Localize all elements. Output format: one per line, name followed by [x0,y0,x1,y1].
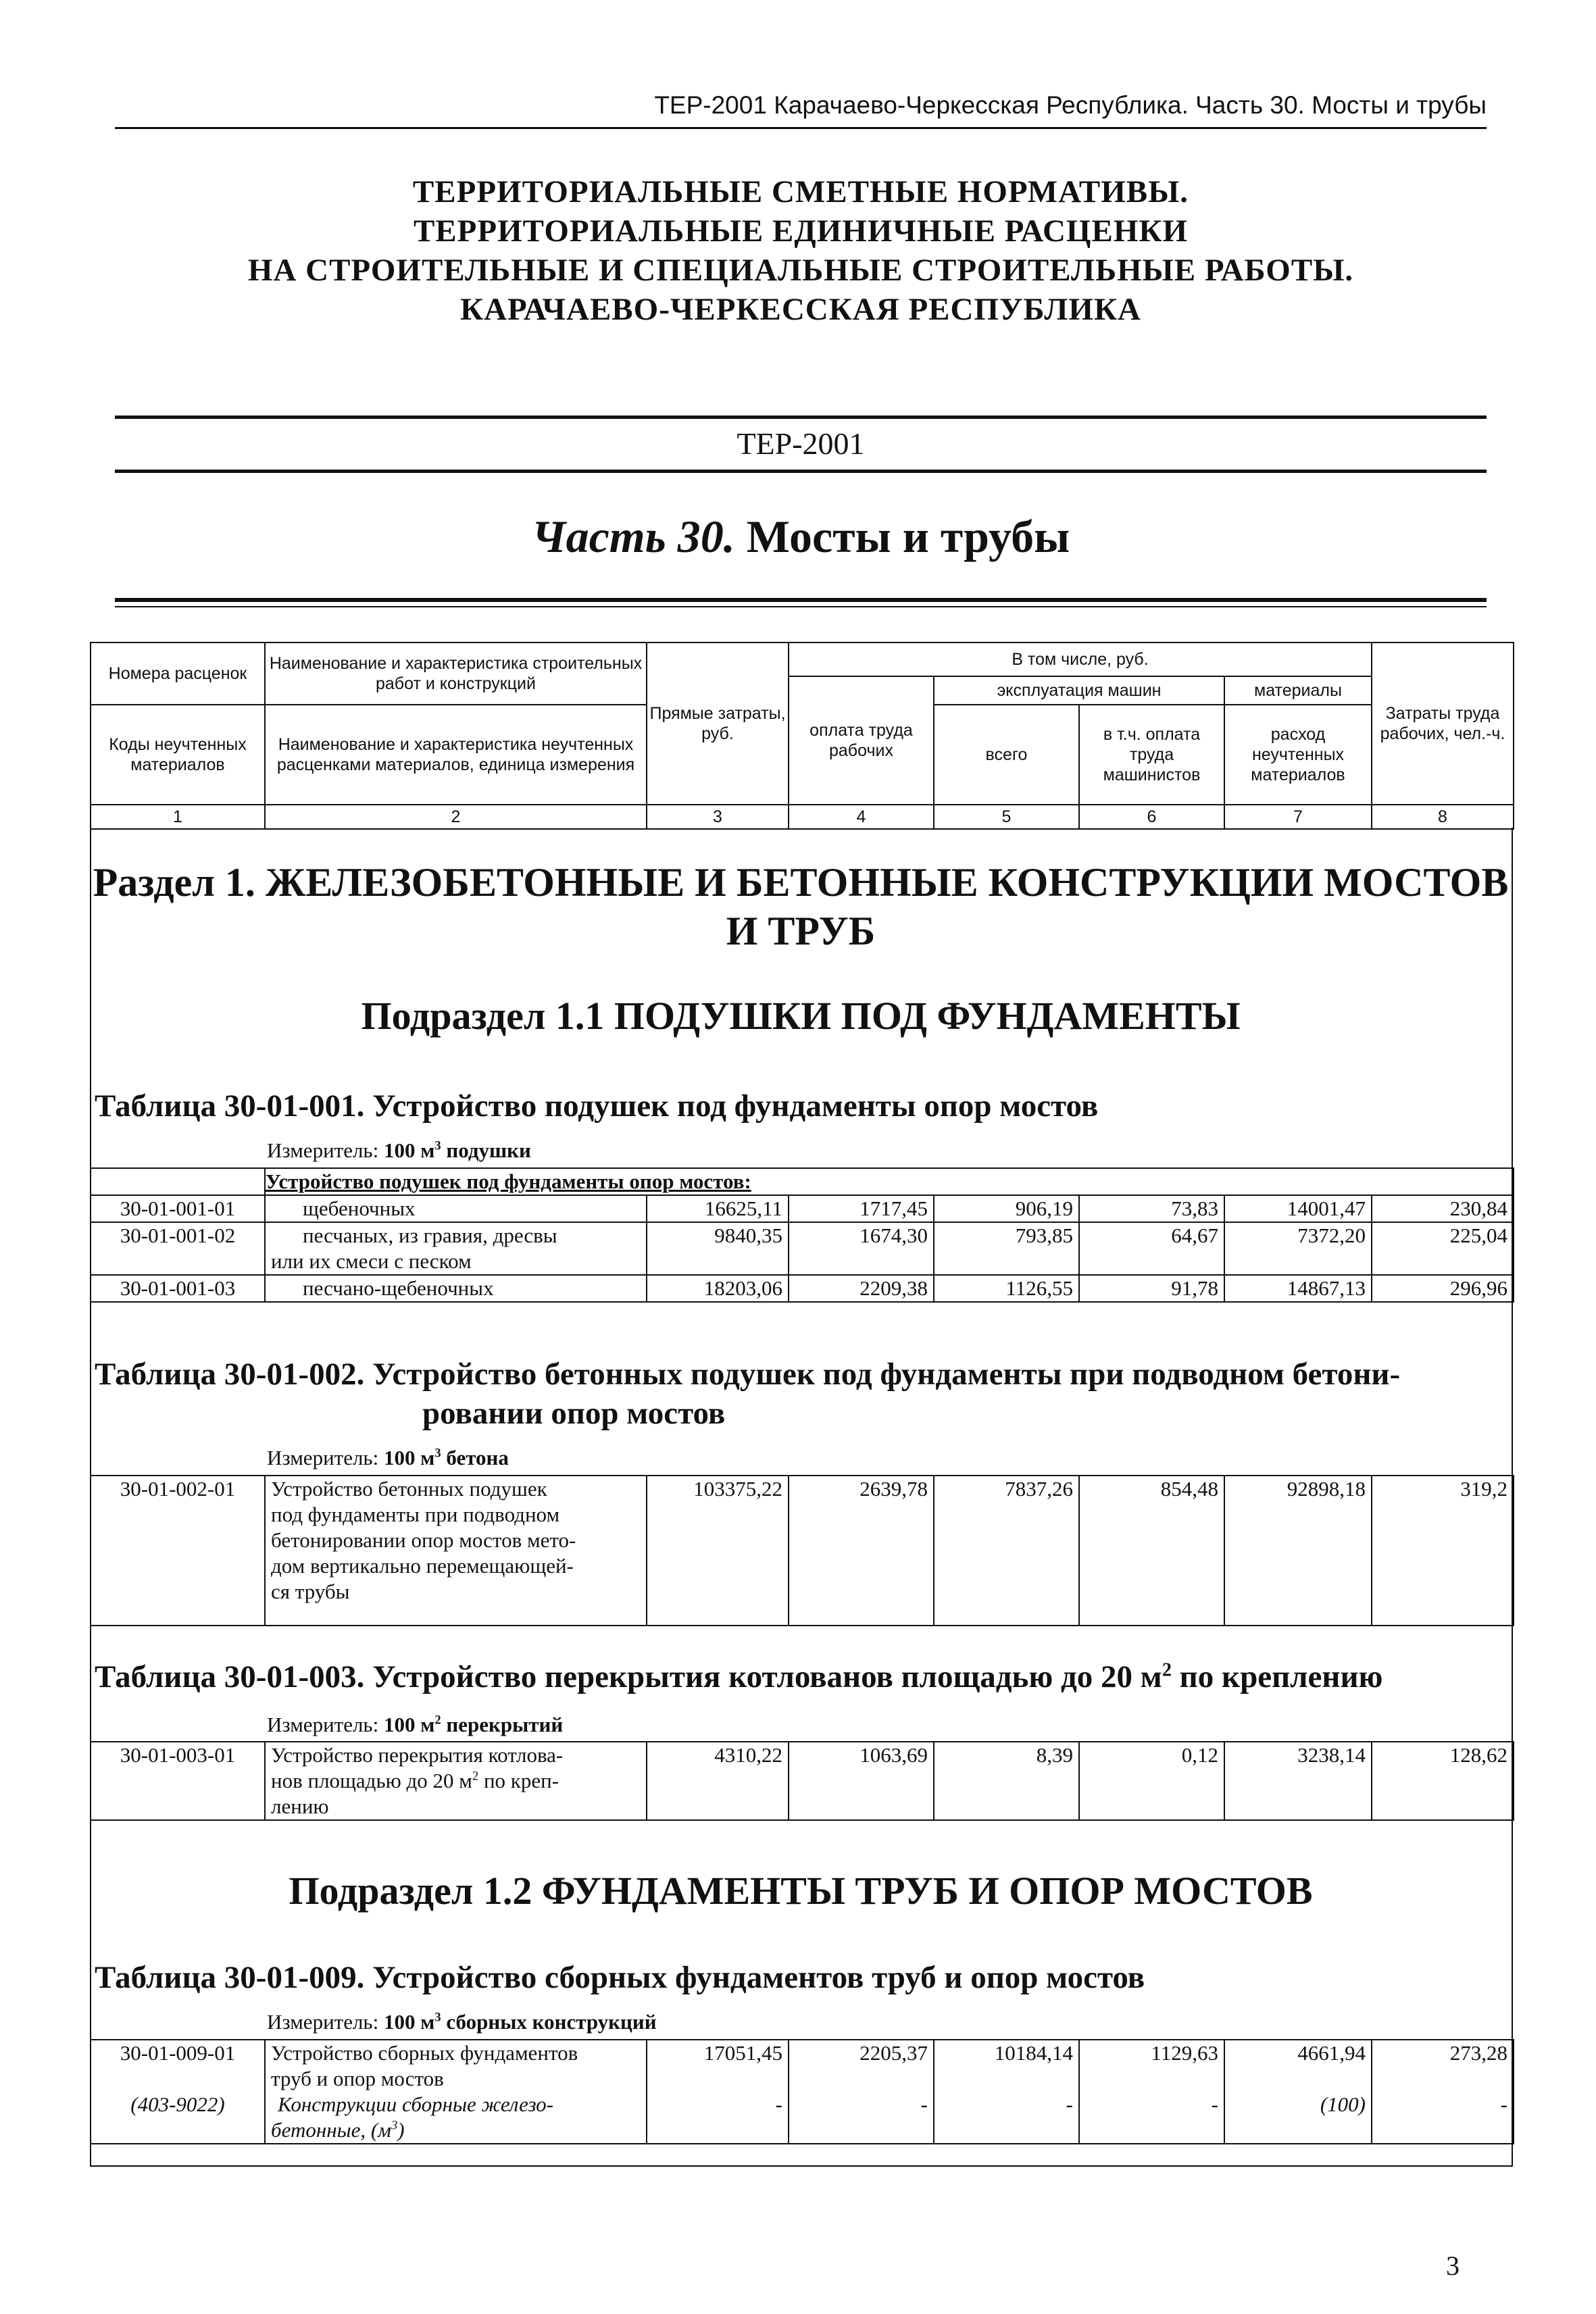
material-name-text: бетонные, (м [271,2118,391,2142]
rate-name-exponent: 2 [472,1769,479,1784]
machines-total: 793,85 [934,1222,1079,1275]
col-number: 1 [91,805,265,829]
divider [115,598,1487,602]
col-number: 7 [1224,805,1372,829]
worker-pay: 1674,30 [789,1222,934,1275]
rate-name-line: или их смеси с песком [271,1249,472,1273]
running-header: ТЕР-2001 Карачаево-Черкесская Республика. Часть 30. Мосты и трубы [654,91,1487,119]
table-title-exponent: 2 [1162,1659,1172,1681]
worker-pay: - [789,2092,934,2144]
measure-exponent: 3 [434,1446,441,1461]
measure-unit: подушки [441,1138,531,1162]
labor-hours: 128,62 [1372,1742,1514,1820]
material-name-exponent: 3 [391,2118,398,2133]
group-label: Устройство подушек под фундаменты опор мостов: [265,1168,1514,1195]
measure-label: Измеритель: [267,1713,384,1736]
rate-name: щебеночных [265,1195,647,1222]
measure-label: Измеритель: [267,1446,384,1469]
materials: 7372,20 [1224,1222,1372,1275]
header-materials: материалы [1224,676,1372,705]
rate-name-text: нов площадью до 20 м [271,1769,472,1792]
header-material-name: Наименование и характеристика неучтенных расценками материалов, единица измерения [265,705,647,805]
part-number: Часть 30. [531,511,735,562]
measure-unit: перекрытий [441,1713,564,1736]
material-name [265,2092,647,2144]
materials: 92898,18 [1224,1476,1372,1626]
subsection-title: Подраздел 1.1 ПОДУШКИ ПОД ФУНДАМЕНТЫ [361,994,1241,1038]
operator-pay: 1129,63 [1079,2040,1224,2092]
material-use: (100) [1224,2092,1372,2144]
material-code: (403-9022) [91,2092,265,2144]
material-name-line [271,2117,641,2143]
materials: 14001,47 [1224,1195,1372,1222]
rate-name-line: под фундаменты при подводном [271,1503,560,1526]
rate-name-line [271,1768,641,1794]
rate-name-text: по креп- [478,1769,559,1792]
table-title-line: Таблица 30-01-002. Устройство бетонных подушек под фундаменты при подводном бетони- [95,1357,1401,1392]
materials: 3238,14 [1224,1742,1372,1820]
operator-pay: 854,48 [1079,1476,1224,1626]
measure-value: 100 м [383,1446,435,1469]
col-number: 5 [934,805,1079,829]
header-operator-pay: в т.ч. оплата труда машинистов [1079,705,1224,805]
heading-line: ТЕРРИТОРИАЛЬНЫЕ СМЕТНЫЕ НОРМАТИВЫ. [412,174,1189,209]
machines-total: 10184,14 [934,2040,1079,2092]
part-title [115,510,1487,563]
section-title-line: Раздел 1. ЖЕЛЕЗОБЕТОННЫЕ И БЕТОННЫЕ КОНСТРУКЦИИ МОСТОВ [93,860,1509,905]
operator-pay: 91,78 [1079,1275,1224,1302]
rate-code: 30-01-002-01 [91,1476,265,1626]
measure-exponent: 3 [434,1138,441,1153]
ter-label: ТЕР-2001 [737,426,865,461]
rate-code: 30-01-009-01 [91,2040,265,2092]
rate-code: 30-01-001-02 [91,1222,265,1275]
col-number: 2 [265,805,647,829]
operator-pay: 73,83 [1079,1195,1224,1222]
measure-value: 100 м [383,2010,435,2034]
direct-costs: 4310,22 [647,1742,789,1820]
material-name-line: Конструкции сборные железо- [278,2092,554,2116]
header-including: В том числе, руб. [789,643,1372,676]
header-direct-costs: Прямые затраты, руб. [647,643,789,805]
header-worker-pay: оплата труда рабочих [789,676,934,805]
measure [267,2010,657,2034]
divider [115,606,1487,607]
labor-hours: 230,84 [1372,1195,1514,1222]
measure-label: Измеритель: [267,1138,384,1162]
col-number: 6 [1079,805,1224,829]
rate-name-line: ся трубы [271,1580,350,1603]
rate-name-line: Устройство сборных фундаментов [271,2041,578,2065]
rate-name-line: дом вертикально перемещающей- [271,1554,574,1578]
measure [267,1713,563,1737]
subsection-title: Подраздел 1.2 ФУНДАМЕНТЫ ТРУБ И ОПОР МОСТОВ [289,1869,1313,1913]
data-table [90,1167,1514,1303]
table-title-text: по креплению [1171,1659,1383,1694]
section-title [91,858,1510,955]
header-work-name: Наименование и характеристика строительных работ и конструкций [265,643,647,705]
rate-name [265,1742,647,1820]
machines-total: 8,39 [934,1742,1079,1820]
heading-line: КАРАЧАЕВО-ЧЕРКЕССКАЯ РЕСПУБЛИКА [460,292,1141,327]
material-row [91,2092,1514,2144]
header-machines: эксплуатация машин [934,676,1224,705]
rate-name [265,1222,647,1275]
table-row [91,2040,1514,2092]
header-labor-hours: Затраты труда рабочих, чел.-ч. [1372,643,1514,805]
data-table [90,1475,1514,1626]
direct-costs: 16625,11 [647,1195,789,1222]
document-heading [115,172,1487,329]
table-title [95,1355,1400,1433]
machines-total: 1126,55 [934,1275,1079,1302]
labor-hours: 273,28 [1372,2040,1514,2092]
machines-total: - [934,2092,1079,2144]
table-title-line: ровании опор мостов [422,1396,726,1431]
rate-code: 30-01-003-01 [91,1742,265,1820]
rate-name-line: Устройство перекрытия котлова- [271,1743,564,1767]
direct-costs: 103375,22 [647,1476,789,1626]
measure-unit: бетона [441,1446,509,1469]
col-number: 8 [1372,805,1514,829]
table-title-text: Таблица 30-01-003. Устройство перекрытия котлованов площадью до 20 м [95,1659,1162,1694]
column-header [90,642,1513,828]
header-machines-total: всего [934,705,1079,805]
header-material-use: расход неучтенных материалов [1224,705,1372,805]
heading-line: НА СТРОИТЕЛЬНЫЕ И СПЕЦИАЛЬНЫЕ СТРОИТЕЛЬНЫЕ РАБОТЫ. [247,253,1354,288]
header-rate-numbers: Номера расценок [91,643,265,705]
machines-total: 906,19 [934,1195,1079,1222]
rate-name [265,1476,647,1626]
material-name-text: ) [397,2118,405,2142]
data-table [90,2039,1514,2144]
table-row [91,1742,1514,1820]
materials: 4661,94 [1224,2040,1372,2092]
measure-value: 100 м [383,1138,435,1162]
rate-name-line: труб и опор мостов [271,2067,444,2090]
table-title: Таблица 30-01-001. Устройство подушек под фундаменты опор мостов [95,1088,1099,1124]
measure [267,1138,531,1163]
table-row [91,1195,1514,1222]
rate-code: 30-01-001-03 [91,1275,265,1302]
table-row [91,1476,1514,1626]
labor-hours: 319,2 [1372,1476,1514,1626]
measure-unit: сборных конструкций [441,2010,657,2034]
measure-label: Измеритель: [267,2010,384,2034]
page-number: 3 [1446,2250,1460,2281]
table-row [91,1275,1514,1302]
col-number: 3 [647,805,789,829]
machines-total: 7837,26 [934,1476,1079,1626]
rate-name-line: Устройство бетонных подушек [271,1477,547,1501]
operator-pay: 0,12 [1079,1742,1224,1820]
labor-hours: 225,04 [1372,1222,1514,1275]
measure-value: 100 м [383,1713,435,1736]
rate-name-line: лению [271,1794,329,1818]
materials: 14867,13 [1224,1275,1372,1302]
worker-pay: 2639,78 [789,1476,934,1626]
direct-costs: 18203,06 [647,1275,789,1302]
col-number: 4 [789,805,934,829]
table-row [91,1222,1514,1275]
worker-pay: 2205,37 [789,2040,934,2092]
labor-hours: - [1372,2092,1514,2144]
worker-pay: 1063,69 [789,1742,934,1820]
header-material-codes: Коды неучтенных материалов [91,705,265,805]
table-title [95,1659,1382,1695]
operator-pay: - [1079,2092,1224,2144]
divider [115,470,1487,473]
rate-name [265,2040,647,2092]
section-title-line: И ТРУБ [726,909,876,953]
direct-costs: - [647,2092,789,2144]
worker-pay: 1717,45 [789,1195,934,1222]
direct-costs: 9840,35 [647,1222,789,1275]
rate-code: 30-01-001-01 [91,1195,265,1222]
rate-name-line: бетонировании опор мостов мето- [271,1528,576,1552]
heading-line: ТЕРРИТОРИАЛЬНЫЕ ЕДИНИЧНЫЕ РАСЦЕНКИ [413,213,1189,249]
measure-exponent: 3 [434,2010,441,2025]
measure-exponent: 2 [434,1713,441,1728]
rate-name: песчано-щебеночных [265,1275,647,1302]
header-rule [115,127,1487,129]
table-title: Таблица 30-01-009. Устройство сборных фундаментов труб и опор мостов [95,1960,1145,1995]
direct-costs: 17051,45 [647,2040,789,2092]
part-name: Мосты и трубы [746,511,1070,562]
divider [115,416,1487,419]
worker-pay: 2209,38 [789,1275,934,1302]
measure [267,1446,509,1470]
rate-name-line: песчаных, из гравия, дресвы [303,1224,557,1247]
data-table [90,1741,1514,1821]
operator-pay: 64,67 [1079,1222,1224,1275]
labor-hours: 296,96 [1372,1275,1514,1302]
